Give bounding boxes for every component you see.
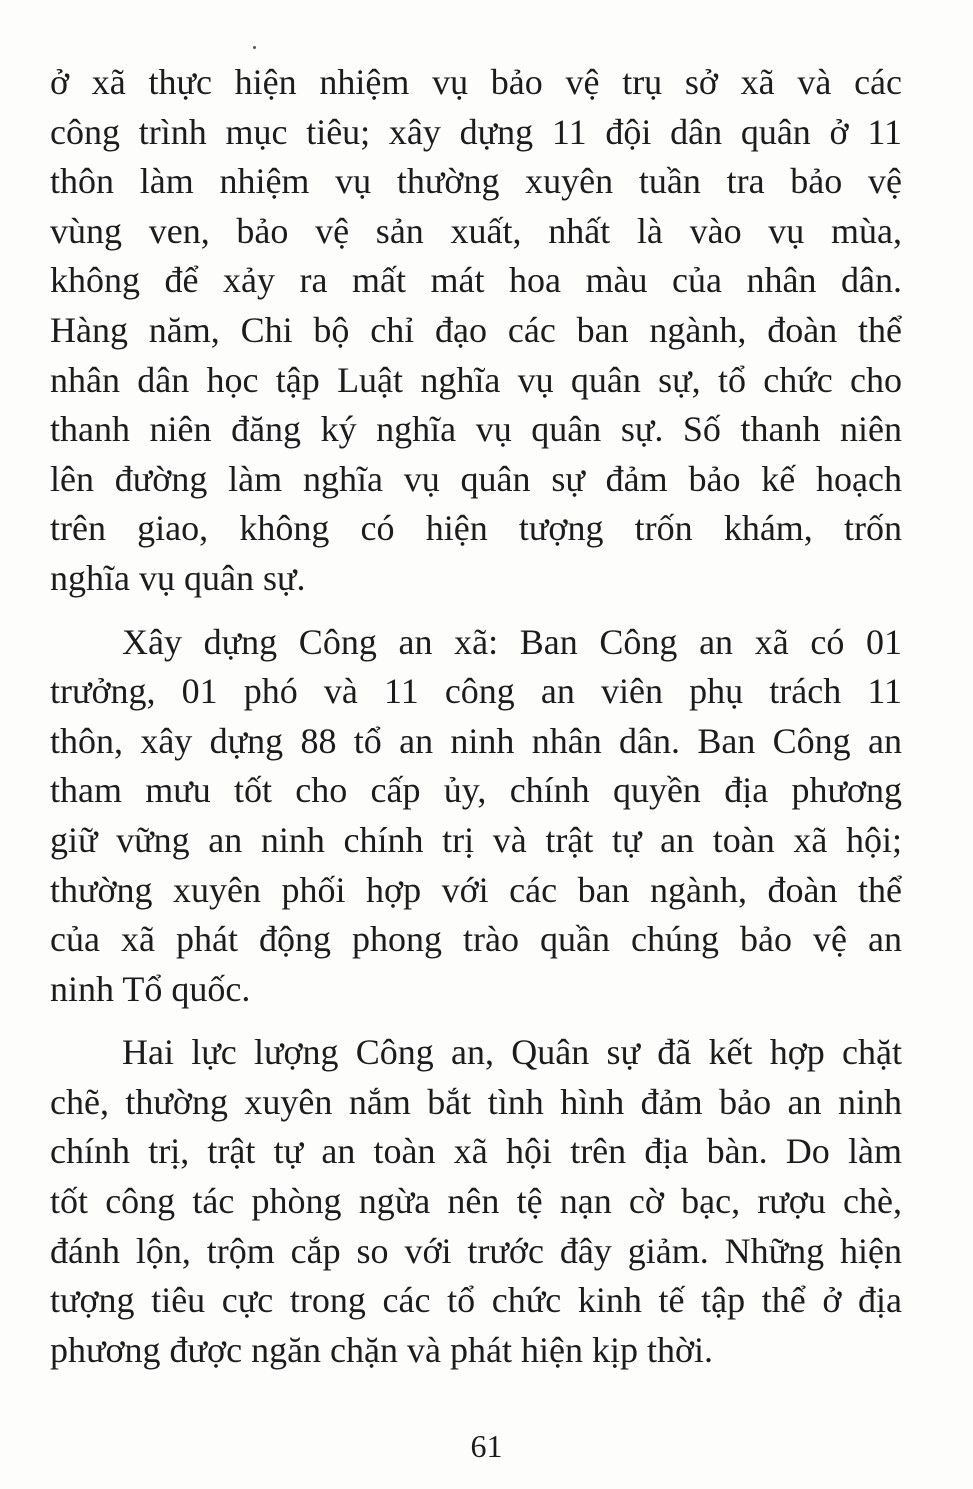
text-line: thôn làm nhiệm vụ thường xuyên tuần tra bảo vệ	[50, 161, 902, 202]
print-speck	[253, 46, 256, 49]
text-line: đánh lộn, trộm cắp so với trước đây giảm. Những hiện	[50, 1230, 902, 1271]
text-line: thôn, xây dựng 88 tổ an ninh nhân dân. Ban Công an	[50, 720, 902, 761]
text-line: nghĩa vụ quân sự.	[50, 557, 306, 598]
text-line: Hàng năm, Chi bộ chỉ đạo các ban ngành, đoàn thể	[50, 309, 902, 350]
body-text	[50, 58, 902, 1375]
text-line: thường xuyên phối hợp với các ban ngành, đoàn thể	[50, 869, 902, 910]
paragraph-1	[50, 58, 902, 604]
text-line: tham mưu tốt cho cấp ủy, chính quyền địa phương	[50, 770, 902, 811]
text-line: Xây dựng Công an xã: Ban Công an xã có 01	[122, 621, 902, 662]
paragraph-3	[50, 1028, 902, 1375]
text-line: thanh niên đăng ký nghĩa vụ quân sự. Số thanh niên	[50, 409, 902, 450]
text-line: chẽ, thường xuyên nắm bắt tình hình đảm bảo an ninh	[50, 1081, 902, 1122]
text-line: chính trị, trật tự an toàn xã hội trên địa bàn. Do làm	[50, 1131, 902, 1172]
text-line: công trình mục tiêu; xây dựng 11 đội dân quân ở 11	[50, 111, 902, 152]
text-line: Hai lực lượng Công an, Quân sự đã kết hợp chặt	[122, 1032, 902, 1073]
text-line: tốt công tác phòng ngừa nên tệ nạn cờ bạc, rượu chè,	[50, 1181, 902, 1222]
text-line: phương được ngăn chặn và phát hiện kịp thời.	[50, 1329, 713, 1370]
text-line: vùng ven, bảo vệ sản xuất, nhất là vào vụ mùa,	[50, 210, 902, 251]
page-number: 61	[470, 1428, 503, 1464]
text-line: ninh Tổ quốc.	[50, 968, 251, 1009]
paragraph-2	[50, 618, 902, 1015]
text-line: tượng tiêu cực trong các tổ chức kinh tế tập thể ở địa	[50, 1280, 902, 1321]
text-line: không để xảy ra mất mát hoa màu của nhân dân.	[50, 260, 902, 301]
text-line: ở xã thực hiện nhiệm vụ bảo vệ trụ sở xã và các	[50, 62, 902, 102]
text-line: trên giao, không có hiện tượng trốn khám, trốn	[50, 508, 902, 549]
text-line: trưởng, 01 phó và 11 công an viên phụ trách 11	[50, 671, 902, 712]
text-line: của xã phát động phong trào quần chúng bảo vệ an	[50, 919, 902, 960]
text-line: nhân dân học tập Luật nghĩa vụ quân sự, tổ chức cho	[50, 359, 902, 400]
text-line: lên đường làm nghĩa vụ quân sự đảm bảo kế hoạch	[50, 458, 902, 499]
text-line: giữ vững an ninh chính trị và trật tự an toàn xã hội;	[50, 819, 902, 860]
